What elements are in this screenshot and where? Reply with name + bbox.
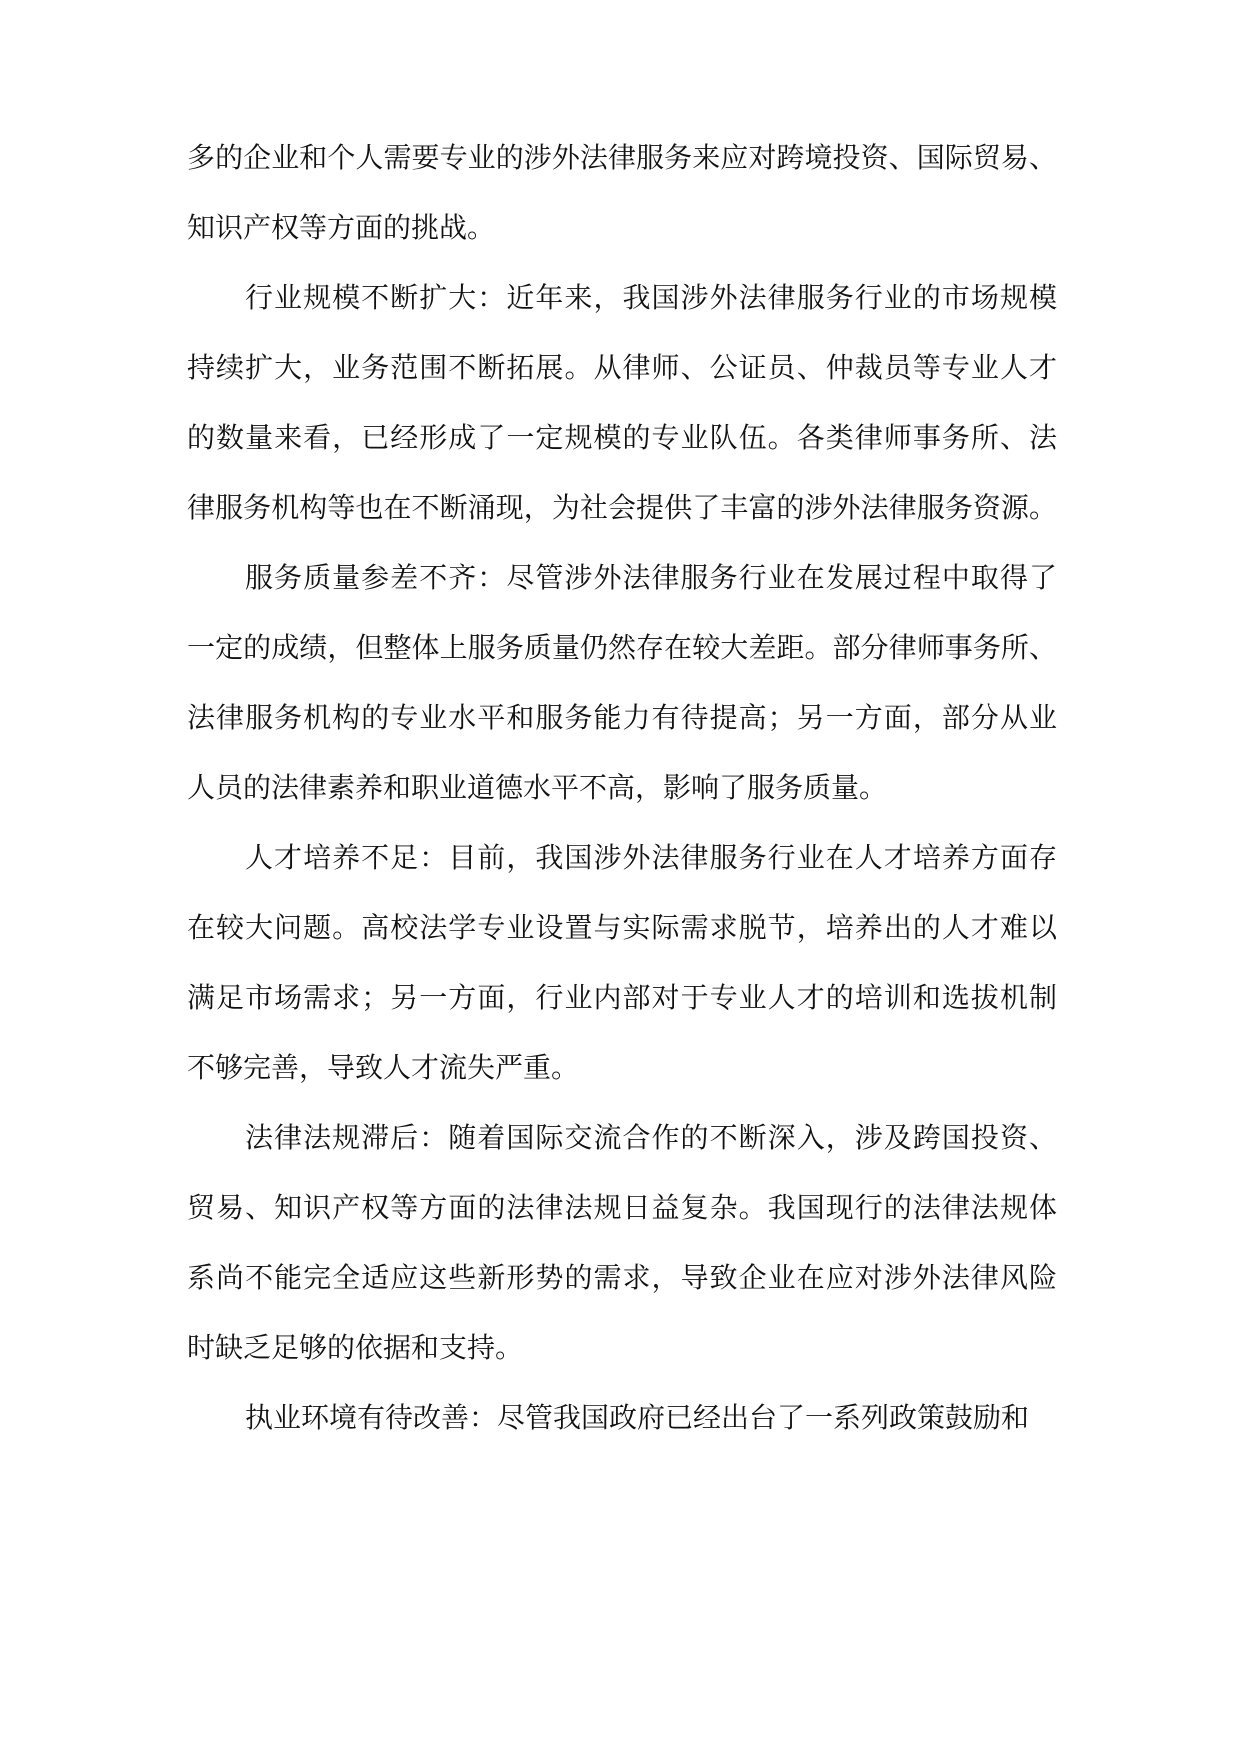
text-line: 时缺乏足够的依据和支持。 — [187, 1331, 524, 1364]
text-line: 服务质量参差不齐：尽管涉外法律服务行业在发展过程中取得了 — [245, 561, 1057, 594]
text-line: 知识产权等方面的挑战。 — [187, 211, 496, 244]
text-line: 在较大问题。高校法学专业设置与实际需求脱节，培养出的人才难以 — [187, 911, 1057, 944]
text-line: 的数量来看，已经形成了一定规模的专业队伍。各类律师事务所、法 — [187, 421, 1057, 454]
text-line: 贸易、知识产权等方面的法律法规日益复杂。我国现行的法律法规体 — [187, 1191, 1057, 1224]
text-line: 满足市场需求；另一方面，行业内部对于专业人才的培训和选拔机制 — [187, 981, 1057, 1014]
text-line: 不够完善，导致人才流失严重。 — [187, 1051, 580, 1084]
text-line: 一定的成绩，但整体上服务质量仍然存在较大差距。部分律师事务所、 — [187, 631, 1057, 664]
text-line: 行业规模不断扩大：近年来，我国涉外法律服务行业的市场规模 — [245, 281, 1057, 314]
text-line: 系尚不能完全适应这些新形势的需求，导致企业在应对涉外法律风险 — [187, 1261, 1057, 1294]
text-line: 人才培养不足：目前，我国涉外法律服务行业在人才培养方面存 — [245, 841, 1057, 874]
text-line: 持续扩大，业务范围不断拓展。从律师、公证员、仲裁员等专业人才 — [187, 351, 1057, 384]
text-line: 多的企业和个人需要专业的涉外法律服务来应对跨境投资、国际贸易、 — [187, 141, 1057, 174]
text-line: 律服务机构等也在不断涌现，为社会提供了丰富的涉外法律服务资源。 — [187, 491, 1057, 524]
text-line: 执业环境有待改善：尽管我国政府已经出台了一系列政策鼓励和 — [245, 1401, 1030, 1434]
text-line: 法律服务机构的专业水平和服务能力有待提高；另一方面，部分从业 — [187, 701, 1057, 734]
text-line: 人员的法律素养和职业道德水平不高，影响了服务质量。 — [187, 771, 888, 804]
text-line: 法律法规滞后：随着国际交流合作的不断深入，涉及跨国投资、 — [245, 1121, 1057, 1154]
body-text — [187, 143, 1057, 1473]
